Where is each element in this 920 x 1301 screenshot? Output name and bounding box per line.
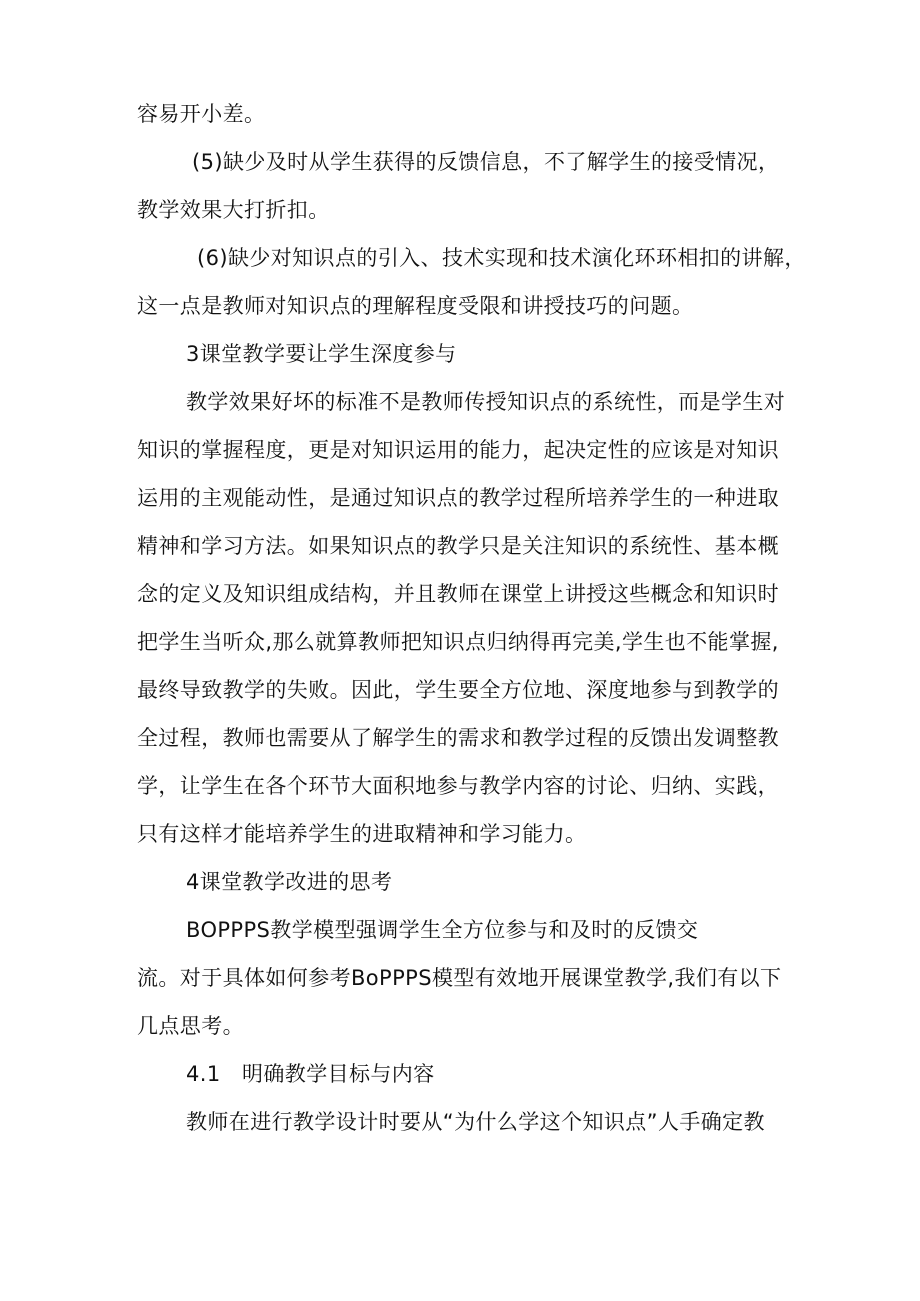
section-heading-4: 4课堂教学改进的思考 — [186, 870, 393, 894]
text-line-12: 把学生当听众,那么就算教师把知识点归纳得再完美,学生也不能掌握, — [137, 630, 779, 654]
text-line-22: 教师在进行教学设计时要从“为什么学这个知识点”人手确定教 — [186, 1110, 765, 1134]
text-line-14: 全过程，教师也需要从了解学生的需求和教学过程的反馈出发调整教 — [137, 726, 779, 750]
text-line-2: (5)缺少及时从学生获得的反馈信息，不了解学生的接受情况， — [192, 150, 780, 174]
text-line-11: 念的定义及知识组成结构，并且教师在课堂上讲授这些概念和知识时 — [137, 582, 779, 606]
text-line-7: 教学效果好坏的标准不是教师传授知识点的系统性，而是学生对 — [186, 390, 786, 414]
text-line-10: 精神和学习方法。如果知识点的教学只是关注知识的系统性、基本概 — [137, 534, 779, 558]
subsection-heading-4-1: 4.1 明确教学目标与内容 — [186, 1062, 435, 1086]
text-line-18: BOPPPS教学模型强调学生全方位参与和及时的反馈交 — [186, 918, 699, 942]
text-line-9: 运用的主观能动性，是通过知识点的教学过程所培养学生的一种进取 — [137, 486, 779, 510]
section-heading-3: 3课堂教学要让学生深度参与 — [186, 342, 457, 366]
text-line-20: 几点思考。 — [137, 1014, 244, 1038]
text-line-8: 知识的掌握程度，更是对知识运用的能力，起决定性的应该是对知识 — [137, 438, 779, 462]
text-line-3: 教学效果大打折扣。 — [137, 198, 330, 222]
text-line-15: 学，让学生在各个环节大面积地参与教学内容的讨论、归纳、实践， — [137, 774, 779, 798]
text-line-16: 只有这样才能培养学生的进取精神和学习能力。 — [137, 822, 587, 846]
text-line-1: 容易开小差。 — [137, 102, 266, 126]
text-line-4: (6)缺少对知识点的引入、技术实现和技术演化环环相扣的讲解， — [197, 246, 806, 270]
text-line-19: 流。对于具体如何参考BoPPPS模型有效地开展课堂教学,我们有以下 — [137, 966, 782, 990]
text-line-5: 这一点是教师对知识点的理解程度受限和讲授技巧的问题。 — [137, 294, 694, 318]
text-line-13: 最终导致教学的失败。因此，学生要全方位地、深度地参与到教学的 — [137, 678, 779, 702]
